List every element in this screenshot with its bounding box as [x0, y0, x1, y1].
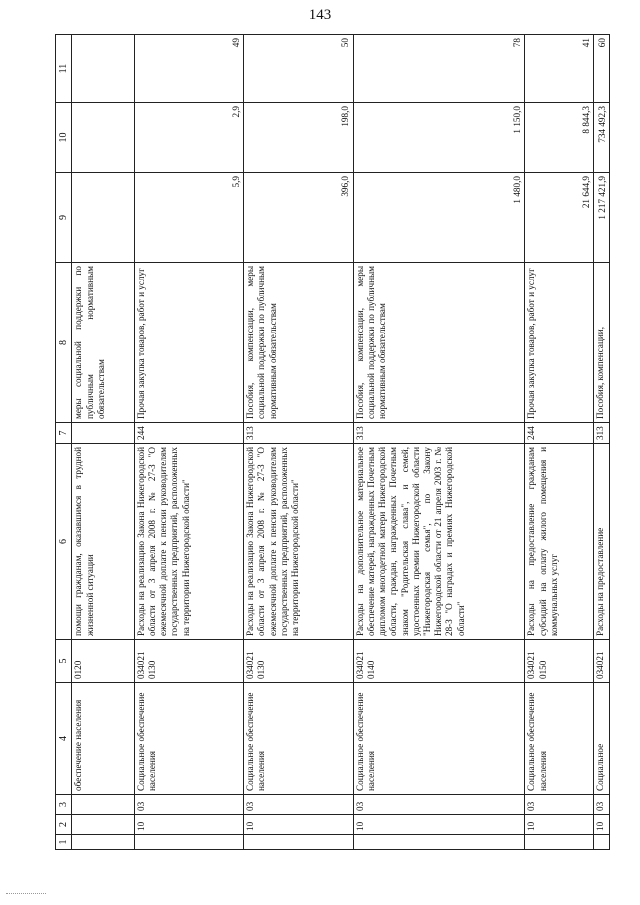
scan-artifact — [6, 893, 46, 895]
col-header-8: 8 — [56, 263, 72, 423]
budget-table — [55, 34, 610, 850]
cell-percent: 41 — [525, 35, 594, 103]
cell-plan — [72, 173, 134, 263]
cell-subsection: 03 — [594, 795, 610, 815]
cell-target-code: 034021 0130 — [244, 640, 353, 683]
cell-section: 10 — [353, 815, 525, 835]
cell-section: 10 — [525, 815, 594, 835]
table-row — [594, 35, 610, 850]
col-header-5: 5 — [56, 640, 72, 683]
cell-expense-name: Прочая закупка товаров, работ и услуг — [134, 263, 243, 423]
cell-actual: 1 150,0 — [353, 103, 525, 173]
cell-name: Социальное обеспечение населения — [134, 683, 243, 795]
cell-subsection: 03 — [353, 795, 525, 815]
cell-section: 10 — [244, 815, 353, 835]
page-number: 143 — [308, 7, 332, 23]
cell-expense-name: Пособия, компенсации, меры социальной поддержки по публичным нормативным обязательствам — [244, 263, 353, 423]
cell-section — [72, 815, 134, 835]
cell-section: 10 — [594, 815, 610, 835]
cell-name: Социальное обеспечение населения — [353, 683, 525, 795]
header-row — [56, 35, 72, 850]
cell-expense-type: 244 — [134, 423, 243, 444]
col-header-3: 3 — [56, 795, 72, 815]
cell-plan: 396,0 — [244, 173, 353, 263]
col-header-11: 11 — [56, 35, 72, 103]
cell-c1 — [353, 835, 525, 850]
col-header-4: 4 — [56, 683, 72, 795]
cell-plan: 5,9 — [134, 173, 243, 263]
cell-percent: 60 — [594, 35, 610, 103]
cell-expense-type: 313 — [594, 423, 610, 444]
cell-subsection: 03 — [525, 795, 594, 815]
cell-plan: 21 644,9 — [525, 173, 594, 263]
cell-target-code: 034021 — [594, 640, 610, 683]
cell-percent: 50 — [244, 35, 353, 103]
cell-percent — [72, 35, 134, 103]
table-row — [353, 35, 525, 850]
col-header-10: 10 — [56, 103, 72, 173]
table-row — [134, 35, 243, 850]
table-row — [72, 35, 134, 850]
cell-expense-name: Пособия, компенсации, — [594, 263, 610, 423]
cell-description: Расходы на реализацию Закона Нижегородской области от 3 апреля 2008 г. № 27-З "О ежемесячной доплате к пенсии руководителям государственных предприятий, расположенных на территории Нижегородской области" — [134, 444, 243, 640]
cell-expense-type: 313 — [244, 423, 353, 444]
cell-description: Расходы на дополнительное материальное обеспечение матерей, награжденных Почетным дипломом многодетной матери Нижегородской области, граждан, награжденных Почетным знаком "Родительская слава", и семей, удостоенных премии Нижегородской области "Нижегородская семья", по Закону Нижегородской области от 21 апреля 2003 г. № 28-З "О наградах и премиях Нижегородской области" — [353, 444, 525, 640]
col-header-1: 1 — [56, 835, 72, 850]
cell-expense-type: 313 — [353, 423, 525, 444]
cell-plan: 1 480,0 — [353, 173, 525, 263]
col-header-9: 9 — [56, 173, 72, 263]
cell-name: Социальное обеспечение населения — [525, 683, 594, 795]
cell-description: Расходы на предоставление гражданам субсидий на оплату жилого помещения и коммунальных услуг — [525, 444, 594, 640]
cell-actual: 198,0 — [244, 103, 353, 173]
cell-plan: 1 217 421,9 — [594, 173, 610, 263]
cell-subsection — [72, 795, 134, 815]
cell-expense-name: меры социальной поддержки по публичным нормативным обязательствам — [72, 263, 134, 423]
cell-percent: 78 — [353, 35, 525, 103]
cell-name: Социальное — [594, 683, 610, 795]
cell-target-code: 034021 0140 — [353, 640, 525, 683]
cell-subsection: 03 — [134, 795, 243, 815]
cell-expense-name: Прочая закупка товаров, работ и услуг — [525, 263, 594, 423]
col-header-2: 2 — [56, 815, 72, 835]
cell-actual: 734 492,3 — [594, 103, 610, 173]
cell-c1 — [134, 835, 243, 850]
cell-expense-type: 244 — [525, 423, 594, 444]
cell-name: обеспечение населения — [72, 683, 134, 795]
cell-actual — [72, 103, 134, 173]
cell-description: Расходы на реализацию Закона Нижегородской области от 3 апреля 2008 г. № 27-З "О ежемесячной доплате к пенсии руководителям государственных предприятий, расположенных на территории Нижегородской области" — [244, 444, 353, 640]
cell-percent: 49 — [134, 35, 243, 103]
cell-subsection: 03 — [244, 795, 353, 815]
cell-c1 — [525, 835, 594, 850]
cell-target-code: 034021 0130 — [134, 640, 243, 683]
cell-actual: 8 844,3 — [525, 103, 594, 173]
cell-actual: 2,9 — [134, 103, 243, 173]
table-row — [525, 35, 594, 850]
col-header-6: 6 — [56, 444, 72, 640]
cell-expense-name: Пособия, компенсации, меры социальной поддержки по публичным нормативным обязательствам — [353, 263, 525, 423]
cell-c1 — [72, 835, 134, 850]
cell-section: 10 — [134, 815, 243, 835]
col-header-7: 7 — [56, 423, 72, 444]
cell-target-code: 034021 0150 — [525, 640, 594, 683]
cell-c1 — [244, 835, 353, 850]
cell-name: Социальное обеспечение населения — [244, 683, 353, 795]
rotated-page — [55, 35, 610, 850]
cell-c1 — [594, 835, 610, 850]
cell-target-code: 0120 — [72, 640, 134, 683]
cell-description: помощи гражданам, оказавшимся в трудной жизненной ситуации — [72, 444, 134, 640]
cell-description: Расходы на предоставление — [594, 444, 610, 640]
cell-expense-type — [72, 423, 134, 444]
table-row — [244, 35, 353, 850]
